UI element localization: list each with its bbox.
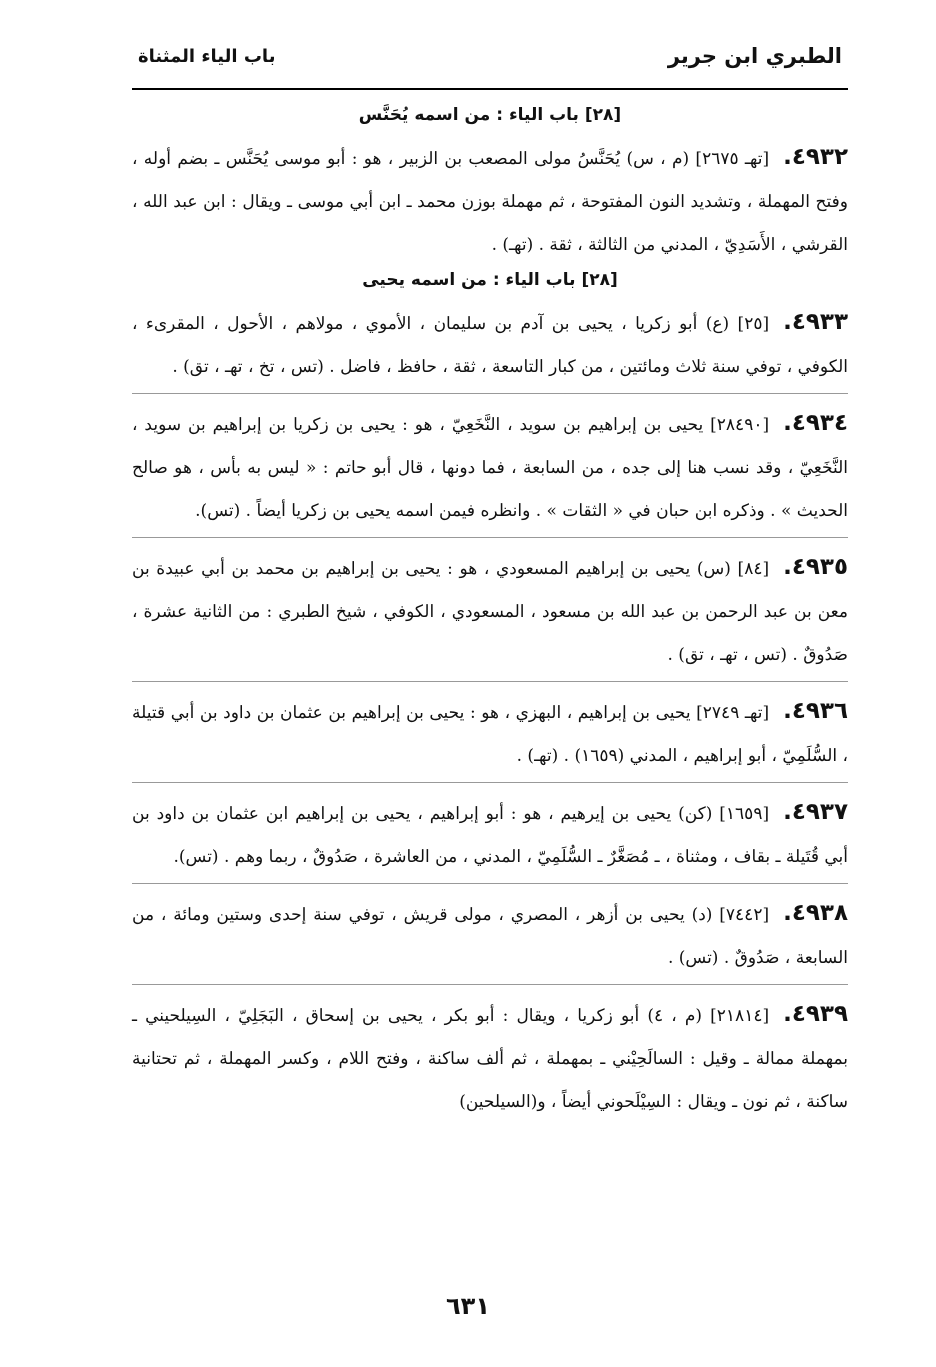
entry-text: [١٦٥٩] (كن) يحيى بن إيرهيم ، هو : أبو إبراهيم ، يحيى بن إبراهيم ابن عثمان بن داود بن أبي قُتَيلة ـ بقاف ، ومثناة ، ـ مُصَغَّرٌ ـ السُّلَمِيّ ، المدني ، من العاشرة ، صَدُوقٌ ، ربما وهم . (تس). (132, 804, 848, 867)
entry-number: ٤٩٣٤. (783, 410, 848, 436)
entry-number: ٤٩٣٩. (783, 1001, 848, 1027)
entry-text: [٢٥] (ع) أبو زكريا ، يحيى بن آدم بن سليمان ، الأموي ، مولاهم ، الأحول ، المقرىء ، الكوفي ، توفي سنة ثلاث ومائتين ، من كبار التاسعة ، ثقة ، حافظ ، فاضل . (تس ، تخ ، تهـ ، تق) . (132, 314, 848, 377)
entry-number: ٤٩٣٢. (783, 144, 848, 170)
entry-4935 (132, 546, 848, 677)
entry-4934 (132, 402, 848, 533)
entry-4939 (132, 993, 848, 1124)
entry-number: ٤٩٣٣. (783, 309, 848, 335)
entry-text: [٢١٨١٤] (م ، ٤) أبو زكريا ، ويقال : أبو بكر ، يحيى بن إسحاق ، البَجَلِيّ ، السِيلحيني ـ بمهملة ممالة ـ وقيل : السالَحِيْني ـ بمهملة ، ثم ألف ساكنة ، وفتح اللام ، وكسر المهملة ، ثم تحتانية ساكنة ، ثم نون ـ ويقال : السِيْلَحوني أيضاً ، و(السيلحين) (132, 1006, 848, 1112)
section-title: [٢٨] باب الياء : من اسمه يُحَنَّس (358, 105, 622, 125)
entry-text: [تهـ ٢٦٧٥] (م ، س) يُحَنَّسُ مولى المصعب بن الزبير ، هو : أبو موسى يُحَنَّس ـ بضم أوله ، وفتح المهملة ، وتشديد النون المفتوحة ، ثم مهملة بوزن محمد ـ ابن أبي موسى ـ ويقال : ابن عبد الله ، القرشي ، الأَسَدِيّ ، المدني من الثالثة ، ثقة . (تهـ) . (132, 149, 848, 255)
entry-number: ٤٩٣٦. (783, 698, 848, 724)
entry-number: ٤٩٣٨. (783, 900, 848, 926)
running-header-chapter: باب الياء المثناة (138, 46, 276, 67)
entry-4933 (132, 301, 848, 389)
entry-text: [٨٤] (س) يحيى بن إبراهيم المسعودي ، هو : يحيى بن إبراهيم بن محمد بن أبي عبيدة بن معن بن عبد الرحمن بن عبد الله بن مسعود ، المسعودي ، الكوفي ، شيخ الطبري : من الثانية عشرة ، صَدُوقٌ . (تس ، تهـ ، تق) . (132, 559, 848, 665)
entry-4936 (132, 690, 848, 778)
entry-4938 (132, 892, 848, 980)
header-rule (132, 88, 848, 90)
page-number: ٦٣١ (446, 1292, 490, 1320)
section-title: [٢٨] باب الياء : من اسمه يحيى (362, 270, 618, 290)
entry-separator (132, 883, 848, 884)
entry-number: ٤٩٣٧. (783, 799, 848, 825)
entry-separator (132, 537, 848, 538)
entry-text: [٧٤٤٢] (د) يحيى بن أزهر ، المصري ، مولى قريش ، توفي سنة إحدى وستين ومائة ، من السابعة ، صَدُوقٌ . (تس) . (132, 905, 848, 968)
running-header-author: الطبري ابن جرير (667, 44, 842, 68)
entry-text: [٢٨٤٩٠] يحيى بن إبراهيم بن سويد ، النَّخَعِيّ ، هو : يحيى بن زكريا بن إبراهيم بن سويد ، النَّخَعِيّ ، وقد نسب هنا إلى جده ، من السابعة ، فما دونها ، قال أبو حاتم : « ليس به بأس ، هو صالح الحديث » . وذكره ابن حبان في « الثقات » . وانظره فيمن اسمه يحيى بن زكريا أيضاً . (تس). (132, 415, 848, 521)
entry-separator (132, 393, 848, 394)
page-body (132, 102, 848, 1124)
entry-text: [تهـ ٢٧٤٩] يحيى بن إبراهيم ، البهزي ، هو : يحيى بن إبراهيم بن عثمان بن داود بن أبي قتيلة ، السُّلَمِيّ ، أبو إبراهيم ، المدني (١٦٥٩) . (تهـ) . (132, 703, 848, 766)
entry-separator (132, 782, 848, 783)
entry-4937 (132, 791, 848, 879)
entry-4932 (132, 136, 848, 267)
entry-number: ٤٩٣٥. (783, 554, 848, 580)
entry-separator (132, 681, 848, 682)
entry-separator (132, 984, 848, 985)
